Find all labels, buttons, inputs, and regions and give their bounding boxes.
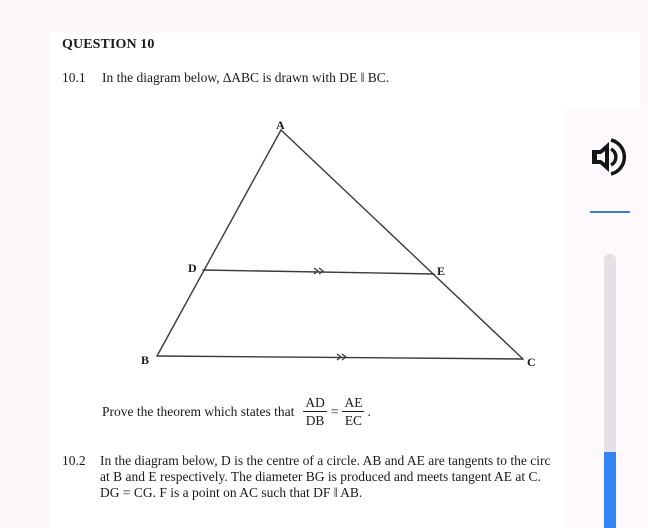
fraction-denominator: EC bbox=[344, 413, 363, 428]
question-line: at B and E respectively. The diameter BG is produced and meets tangent AE at C. bbox=[100, 469, 541, 484]
speaker-volume-icon bbox=[588, 136, 630, 178]
speaker-button[interactable] bbox=[588, 136, 630, 178]
question-text-10-2 bbox=[100, 453, 565, 501]
vertex-label-c: C bbox=[527, 355, 536, 369]
equals-sign: = bbox=[330, 403, 339, 419]
fraction-numerator: AE bbox=[344, 395, 363, 410]
volume-slider-fill bbox=[604, 452, 616, 528]
question-number-10-1: 10.1 bbox=[62, 70, 86, 85]
question-number-10-2: 10.2 bbox=[62, 453, 86, 468]
question-text-10-1: In the diagram below, ∆ABC is drawn with DE ‖ BC. bbox=[102, 70, 390, 85]
vertex-label-e: E bbox=[437, 264, 446, 278]
volume-slider[interactable] bbox=[604, 254, 616, 528]
fraction-denominator: DB bbox=[305, 413, 325, 428]
proof-statement bbox=[102, 395, 371, 428]
vertex-label-b: B bbox=[141, 353, 150, 367]
vertex-label-d: D bbox=[188, 261, 197, 275]
fraction-ae-ec bbox=[342, 395, 364, 428]
speaker-underline bbox=[590, 211, 630, 213]
question-title: QUESTION 10 bbox=[62, 37, 155, 52]
fraction-numerator: AD bbox=[305, 395, 325, 410]
question-line: In the diagram below, D is the centre of a circle. AB and AE are tangents to the circ bbox=[100, 453, 551, 468]
vertex-label-a: A bbox=[276, 118, 285, 132]
question-line: DG = CG. F is a point on AC such that DF ‖ AB. bbox=[100, 485, 363, 500]
proof-prefix: Prove the theorem which states that bbox=[102, 403, 295, 419]
fraction-ad-db bbox=[303, 395, 327, 428]
proof-suffix: . bbox=[367, 403, 371, 419]
